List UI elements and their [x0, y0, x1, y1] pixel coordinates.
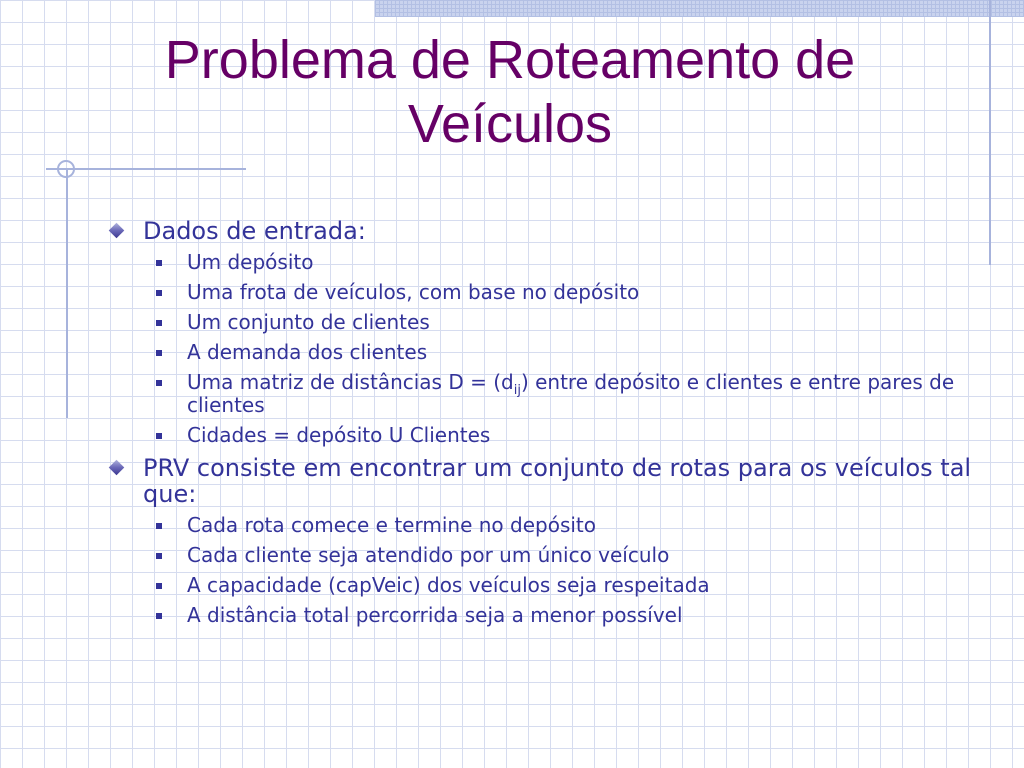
square-bullet-icon: [156, 320, 162, 326]
diamond-bullet-icon: [109, 460, 125, 476]
list-item: [108, 341, 978, 364]
list-item: [108, 574, 978, 597]
title-line-2: Veículos: [407, 94, 613, 154]
matrix-text-after: ) entre depósito e clientes e entre pares de clientes: [187, 370, 955, 417]
list-item-text: A distância total percorrida seja a menor possível: [187, 603, 683, 627]
slide-title: [100, 28, 920, 156]
list-item-text: Um depósito: [187, 250, 314, 274]
matrix-subscript: ij: [513, 383, 521, 398]
list-item-text: A demanda dos clientes: [187, 340, 428, 364]
right-decorative-line: [989, 0, 991, 265]
ring-decoration: [57, 160, 75, 178]
square-bullet-icon: [156, 553, 162, 559]
list-item-text: A capacidade (capVeic) dos veículos seja respeitada: [187, 573, 710, 597]
square-bullet-icon: [156, 260, 162, 266]
square-bullet-icon: [156, 290, 162, 296]
square-bullet-icon: [156, 523, 162, 529]
matrix-text-before: Uma matriz de distâncias D = (d: [187, 370, 514, 394]
list-item: [108, 281, 978, 304]
list-item-text: Cada rota comece e termine no depósito: [187, 513, 596, 537]
title-underline-decoration: [46, 168, 246, 170]
list-item: [108, 424, 978, 447]
left-decorative-line: [66, 168, 68, 418]
list-item: [108, 311, 978, 334]
section-prv-definition: [108, 455, 978, 507]
list-item-distance-matrix: [108, 371, 978, 417]
section-input-data: [108, 218, 978, 244]
title-line-1: Problema de Roteamento de: [164, 30, 856, 90]
top-decorative-band: [375, 0, 1024, 17]
section-heading: PRV consiste em encontrar um conjunto de rotas para os veículos tal que:: [143, 454, 972, 508]
list-item-text: Uma frota de veículos, com base no depósito: [187, 280, 640, 304]
list-item: [108, 251, 978, 274]
list-item: [108, 544, 978, 567]
list-item: [108, 514, 978, 537]
list-item-text: Cada cliente seja atendido por um único veículo: [187, 543, 670, 567]
list-item-text: Um conjunto de clientes: [187, 310, 430, 334]
square-bullet-icon: [156, 380, 162, 386]
list-item-text: Cidades = depósito U Clientes: [187, 423, 491, 447]
slide-body: [108, 214, 978, 627]
diamond-bullet-icon: [109, 223, 125, 239]
square-bullet-icon: [156, 350, 162, 356]
section-heading: Dados de entrada:: [143, 217, 366, 245]
square-bullet-icon: [156, 613, 162, 619]
square-bullet-icon: [156, 583, 162, 589]
list-item: [108, 604, 978, 627]
square-bullet-icon: [156, 433, 162, 439]
